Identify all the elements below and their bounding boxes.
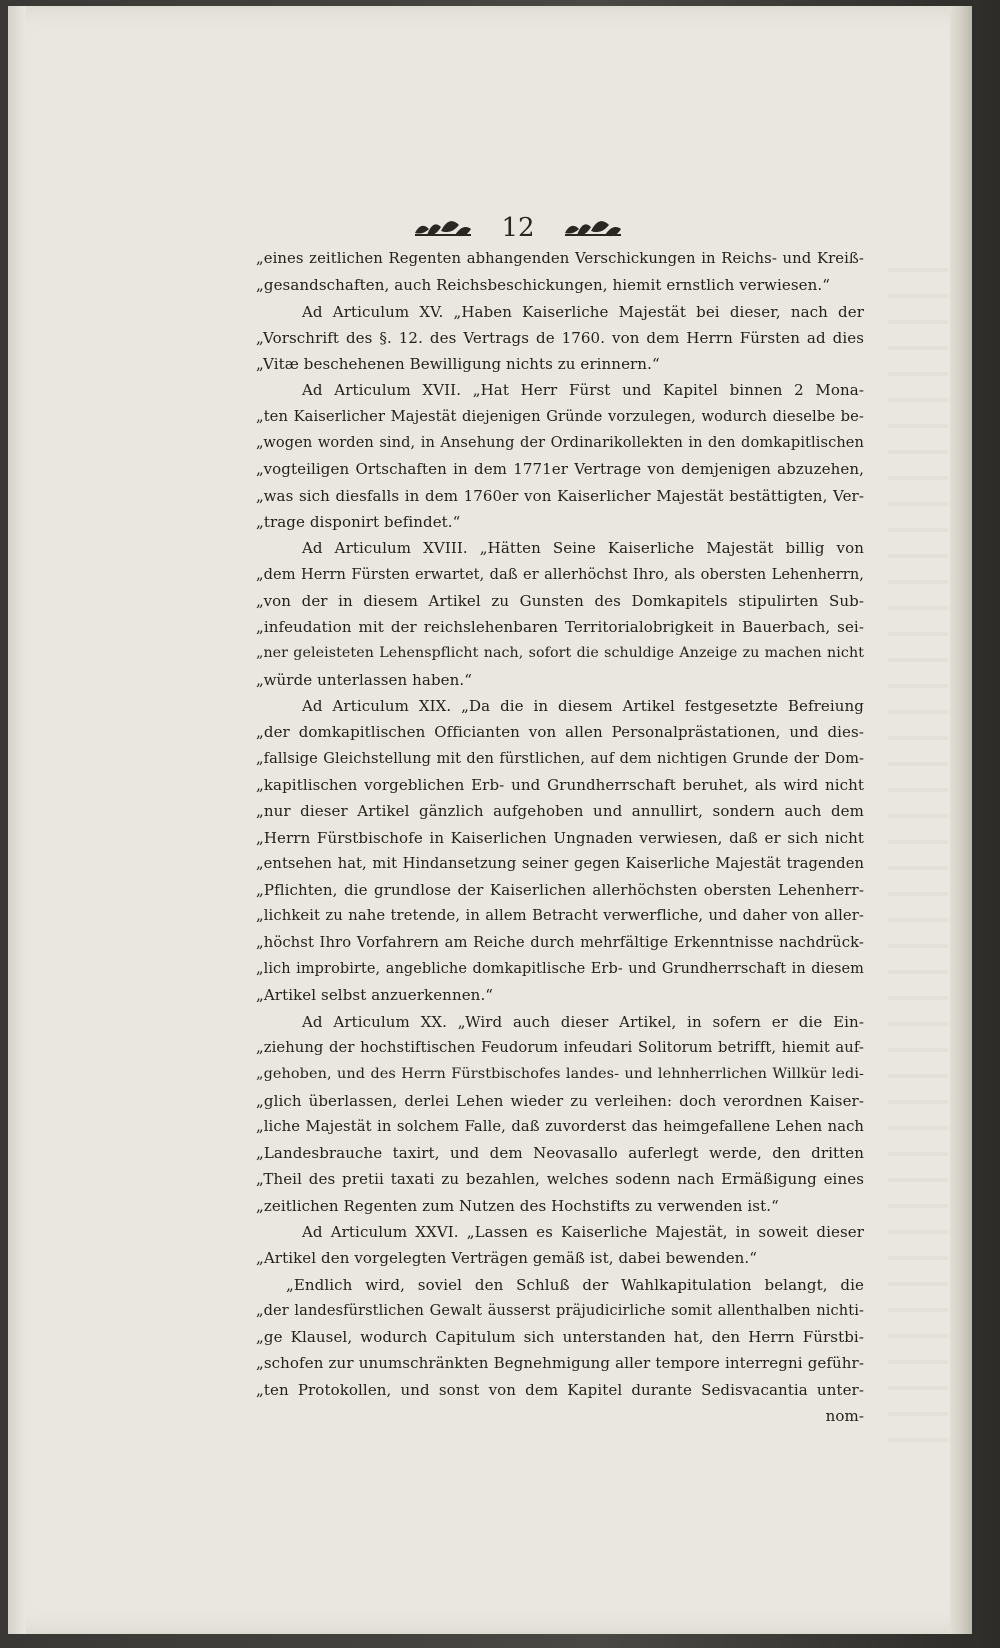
text-line: „würde unterlassen haben.“ <box>256 670 473 689</box>
text-line: „der domkapitlischen Officianten von allen Personalprästationen, und dies- <box>256 723 864 742</box>
page-number: 12 <box>501 213 535 243</box>
text-line: „dem Herrn Fürsten erwartet, daß er allerhöchst Ihro, als obersten Lehenherrn, <box>256 566 864 583</box>
page-edge-right <box>950 6 972 1634</box>
text-line: „trage disponirt befindet.“ <box>256 512 461 531</box>
text-line: Ad Articulum XIX. „Da die in diesem Artikel festgesetzte Befreiung <box>302 697 864 716</box>
body-text <box>256 246 864 1429</box>
text-line: Ad Articulum XX. „Wird auch dieser Artikel, in sofern er die Ein- <box>302 1012 864 1031</box>
text-line: „ge Klausel, wodurch Capitulum sich unterstanden hat, den Herrn Fürstbi- <box>256 1328 864 1347</box>
text-line: „ziehung der hochstiftischen Feudorum infeudari Solitorum betrifft, hiemit auf- <box>256 1038 864 1056</box>
text-line: „nur dieser Artikel gänzlich aufgehoben und annullirt, sondern auch dem <box>256 802 864 821</box>
text-line: „Theil des pretii taxati zu bezahlen, welches sodenn nach Ermäßigung eines <box>256 1170 864 1189</box>
leaf-ornament-icon <box>561 213 625 243</box>
show-through-texture <box>888 246 948 1446</box>
text-line: „Herrn Fürstbischofe in Kaiserlichen Ungnaden verwiesen, daß er sich nicht <box>256 828 864 847</box>
text-line: „ner geleisteten Lehenspflicht nach, sofort die schuldige Anzeige zu machen nicht <box>256 645 864 662</box>
text-line: „lichkeit zu nahe tretende, in allem Betracht verwerfliche, und daher von aller- <box>256 907 864 925</box>
text-line: Ad Articulum XV. „Haben Kaiserliche Majestät bei dieser, nach der <box>302 302 864 321</box>
text-line: „Endlich wird, soviel den Schluß der Wahlkapitulation belangt, die <box>286 1275 864 1294</box>
text-line: „gesandschaften, auch Reichsbeschickungen, hiemit ernstlich verwiesen.“ <box>256 276 831 295</box>
text-line: „ten Protokollen, und sonst von dem Kapitel durante Sedisvacantia unter- <box>256 1380 864 1399</box>
text-line: „liche Majestät in solchem Falle, daß zuvorderst das heimgefallene Lehen nach <box>256 1117 864 1135</box>
text-line: „gehoben, und des Herrn Fürstbischofes landes- und lehnherrlichen Willkür ledi- <box>256 1066 864 1083</box>
text-line: „lich improbirte, angebliche domkapitlische Erb- und Grundherrschaft in diesem <box>256 961 864 978</box>
text-line: „ten Kaiserlicher Majestät diejenigen Gründe vorzulegen, wodurch dieselbe be- <box>256 407 864 425</box>
text-line: „Vitæ beschehenen Bewilligung nichts zu erinnern.“ <box>256 355 660 374</box>
text-line: „Pflichten, die grundlose der Kaiserlichen allerhöchsten obersten Lehenherr- <box>256 881 864 900</box>
text-line: „Artikel selbst anzuerkennen.“ <box>256 986 494 1005</box>
text-line: „was sich diesfalls in dem 1760er von Kaiserlicher Majestät bestättigten, Ver- <box>256 486 864 505</box>
text-line: „Artikel den vorgelegten Verträgen gemäß ist, dabei bewenden.“ <box>256 1249 758 1268</box>
text-line: „der landesfürstlichen Gewalt äusserst präjudicirliche somit allenthalben nichti- <box>256 1301 864 1319</box>
page-gutter-shadow <box>8 6 26 1634</box>
text-line: „infeudation mit der reichslehenbaren Territorialobrigkeit in Bauerbach, sei- <box>256 618 864 637</box>
text-line: Ad Articulum XVII. „Hat Herr Fürst und Kapitel binnen 2 Mona- <box>302 381 864 400</box>
text-line: „entsehen hat, mit Hindansetzung seiner gegen Kaiserliche Majestät tragenden <box>256 854 864 872</box>
text-line: „schofen zur unumschränkten Begnehmigung aller tempore interregni geführ- <box>256 1354 864 1373</box>
leaf-ornament-icon <box>411 213 475 243</box>
text-line: „kapitlischen vorgeblichen Erb- und Grundherrschaft beruhet, als wird nicht <box>256 775 864 794</box>
text-line: „fallsige Gleichstellung mit den fürstlichen, auf dem nichtigen Grunde der Dom- <box>256 749 864 767</box>
text-line: „Landesbrauche taxirt, und dem Neovasallo auferlegt werde, den dritten <box>256 1144 864 1163</box>
text-line: „glich überlassen, derlei Lehen wieder zu verleihen: doch verordnen Kaiser- <box>256 1091 864 1110</box>
text-line: „zeitlichen Regenten zum Nutzen des Hochstifts zu verwenden ist.“ <box>256 1196 779 1215</box>
text-line: „Vorschrift des §. 12. des Vertrags de 1760. von dem Herrn Fürsten ad dies <box>256 328 864 347</box>
text-line: Ad Articulum XXVI. „Lassen es Kaiserliche Majestät, in soweit dieser <box>302 1222 864 1241</box>
text-line: „eines zeitlichen Regenten abhangenden Verschickungen in Reichs- und Kreiß- <box>256 250 864 267</box>
text-line: nom- <box>825 1407 864 1426</box>
text-line: „wogen worden sind, in Ansehung der Ordinarikollekten in den domkapitlischen <box>256 434 864 452</box>
text-line: „höchst Ihro Vorfahrern am Reiche durch mehrfältige Erkenntnisse nachdrück- <box>256 933 864 951</box>
text-line: „von der in diesem Artikel zu Gunsten des Domkapitels stipulirten Sub- <box>256 591 864 610</box>
page-header <box>388 208 648 248</box>
text-line: „vogteiligen Ortschaften in dem 1771er Vertrage von demjenigen abzuzehen, <box>256 460 864 479</box>
text-line: Ad Articulum XVIII. „Hätten Seine Kaiserliche Majestät billig von <box>302 539 864 558</box>
